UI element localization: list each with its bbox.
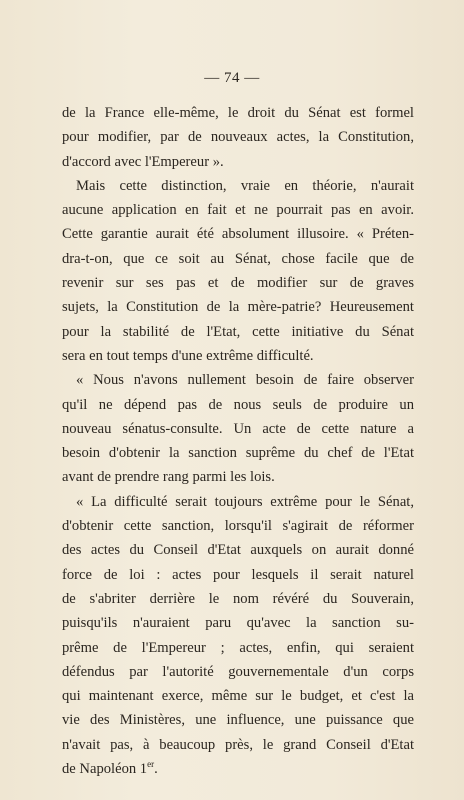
- text-line: aucune application en fait et ne pourrait pas en avoir.: [62, 202, 414, 219]
- text-line: avant de prendre rang parmi les lois.: [62, 469, 275, 486]
- final-line-trailing: .: [154, 761, 158, 778]
- text-line: défendus par l'autorité gouvernementale d'un corps: [62, 663, 414, 680]
- body-text: [62, 101, 414, 781]
- text-line-final: [62, 757, 414, 781]
- text-line: « Nous n'avons nullement besoin de faire observer: [76, 372, 414, 389]
- text-line: Cette garantie aurait été absolument illusoire. « Préten-: [62, 226, 414, 243]
- text-line: d'accord avec l'Empereur ».: [62, 153, 224, 170]
- text-line: besoin d'obtenir la sanction suprême du chef de l'Etat: [62, 445, 414, 462]
- text-line: vie des Ministères, une influence, une puissance que: [62, 712, 414, 729]
- superscript-er: er: [147, 759, 155, 770]
- text-line: prême de l'Empereur ; actes, enfin, qui seraient: [62, 639, 414, 656]
- text-line: puisqu'ils n'auraient paru qu'avec la sanction su-: [62, 615, 414, 632]
- text-line: sera en tout temps d'une extrême difficulté.: [62, 347, 314, 364]
- text-line: qui maintenant exerce, même sur le budget, et c'est la: [62, 688, 414, 705]
- text-line: pour modifier, par de nouveaux actes, la Constitution,: [62, 129, 414, 146]
- text-line: dra-t-on, que ce soit au Sénat, chose facile que de: [62, 250, 414, 267]
- text-line: n'avait pas, à beaucoup près, le grand Conseil d'Etat: [62, 736, 414, 753]
- final-line-text: de Napoléon 1: [62, 761, 148, 778]
- text-line: Mais cette distinction, vraie en théorie, n'aurait: [76, 177, 414, 194]
- text-line: d'obtenir cette sanction, lorsqu'il s'agirait de réformer: [62, 518, 414, 535]
- text-line: de s'abriter derrière le nom révéré du Souverain,: [62, 590, 414, 607]
- text-line: des actes du Conseil d'Etat auxquels on aurait donné: [62, 542, 414, 559]
- text-line: pour la stabilité de l'Etat, cette initiative du Sénat: [62, 323, 414, 340]
- text-line: force de loi : actes pour lesquels il serait naturel: [62, 566, 414, 583]
- text-line: sujets, la Constitution de la mère-patrie? Heureusement: [62, 299, 414, 316]
- text-line: revenir sur ses pas et de modifier sur de graves: [62, 275, 414, 292]
- text-line: qu'il ne dépend pas de nous seuls de produire un: [62, 396, 414, 413]
- text-line: « La difficulté serait toujours extrême pour le Sénat,: [76, 493, 414, 510]
- page-number: — 74 —: [204, 70, 260, 86]
- text-line: nouveau sénatus-consulte. Un acte de cette nature a: [62, 420, 414, 437]
- text-line: de la France elle-même, le droit du Sénat est formel: [62, 105, 414, 121]
